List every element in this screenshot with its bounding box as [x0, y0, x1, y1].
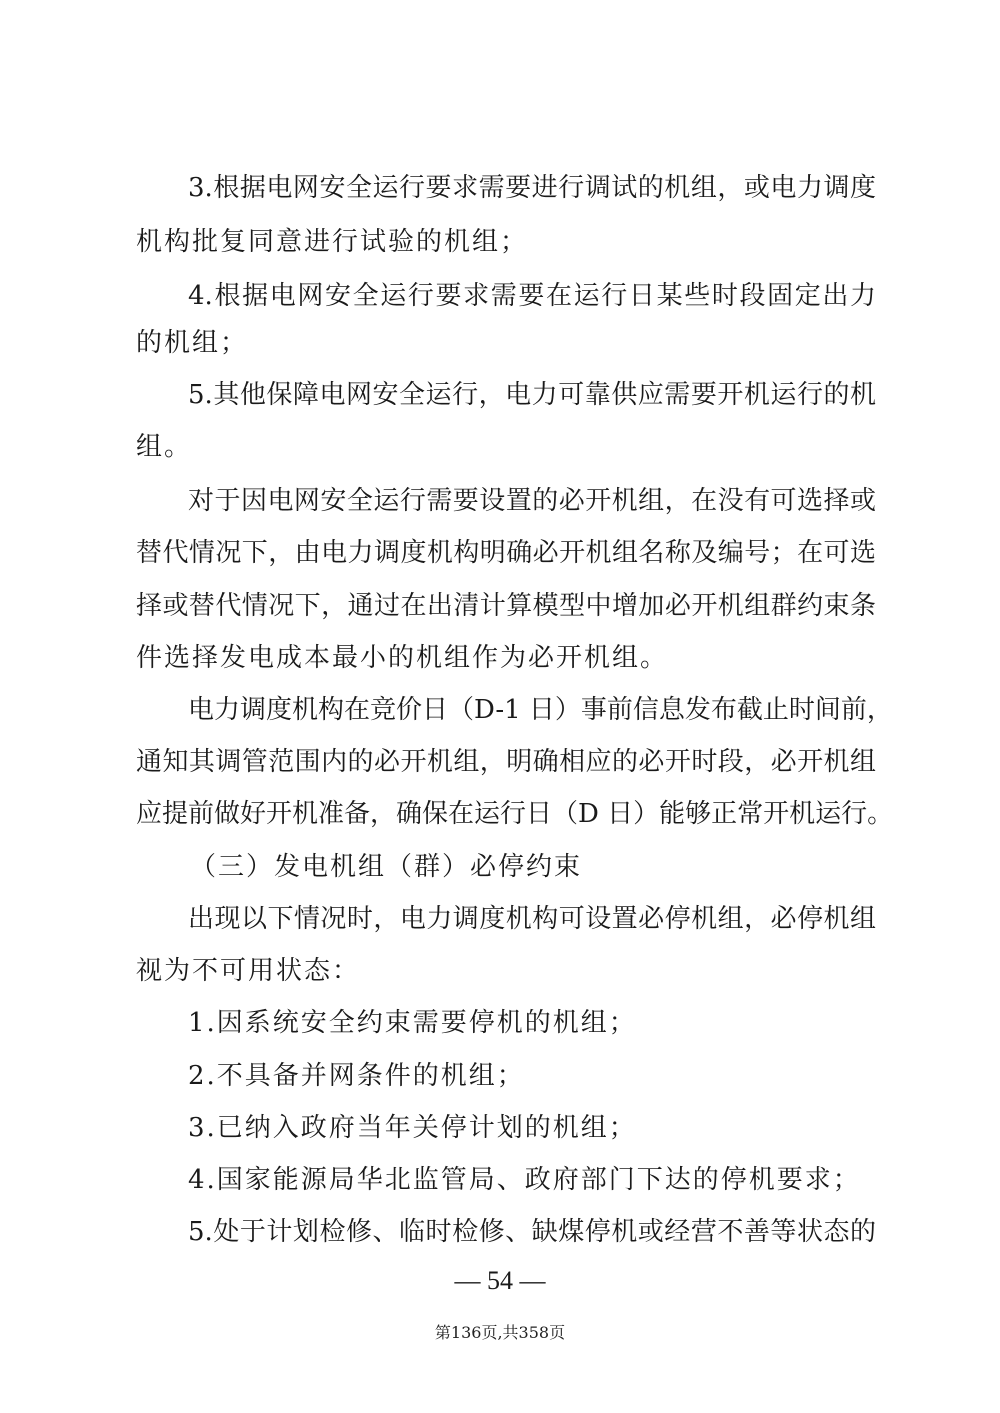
section-heading: （三）发电机组（群）必停约束: [190, 852, 583, 882]
page-number: — 54 —: [454, 1266, 546, 1295]
paragraph-line: 视为不可用状态：: [136, 956, 361, 986]
list-item: 2.不具备并网条件的机组；: [188, 1061, 525, 1091]
paragraph-line: 3.根据电网安全运行要求需要进行调试的机组，或电力调度: [188, 173, 876, 203]
paragraph-line: 件选择发电成本最小的机组作为必开机组。: [136, 643, 669, 673]
paragraph-line: 电力调度机构在竞价日（D-1 日）事前信息发布截止时间前，: [188, 695, 893, 725]
list-item: 1.因系统安全约束需要停机的机组；: [188, 1008, 637, 1038]
paragraph-line: 4.根据电网安全运行要求需要在运行日某些时段固定出力: [188, 281, 876, 311]
paragraph-line: 通知其调管范围内的必开机组，明确相应的必开时段，必开机组: [136, 747, 876, 777]
list-item: 4.国家能源局华北监管局、政府部门下达的停机要求；: [188, 1165, 861, 1195]
paragraph-line: 的机组；: [136, 328, 249, 358]
paragraph-line: 5.其他保障电网安全运行，电力可靠供应需要开机运行的机: [188, 380, 876, 410]
paragraph-line: 对于因电网安全运行需要设置的必开机组，在没有可选择或: [188, 486, 876, 516]
paragraph-line: 应提前做好开机准备，确保在运行日（D 日）能够正常开机运行。: [136, 799, 894, 829]
paragraph-line: 替代情况下，由电力调度机构明确必开机组名称及编号；在可选: [136, 538, 876, 568]
paragraph-line: 出现以下情况时，电力调度机构可设置必停机组，必停机组: [188, 904, 876, 934]
page-footer: 第136页,共358页: [434, 1323, 566, 1342]
paragraph-line: 组。: [136, 432, 193, 462]
paragraph-line: 机构批复同意进行试验的机组；: [136, 227, 529, 257]
paragraph-line: 择或替代情况下，通过在出清计算模型中增加必开机组群约束条: [136, 591, 876, 621]
list-item: 5.处于计划检修、临时检修、缺煤停机或经营不善等状态的: [188, 1217, 876, 1247]
list-item: 3.已纳入政府当年关停计划的机组；: [188, 1113, 637, 1143]
